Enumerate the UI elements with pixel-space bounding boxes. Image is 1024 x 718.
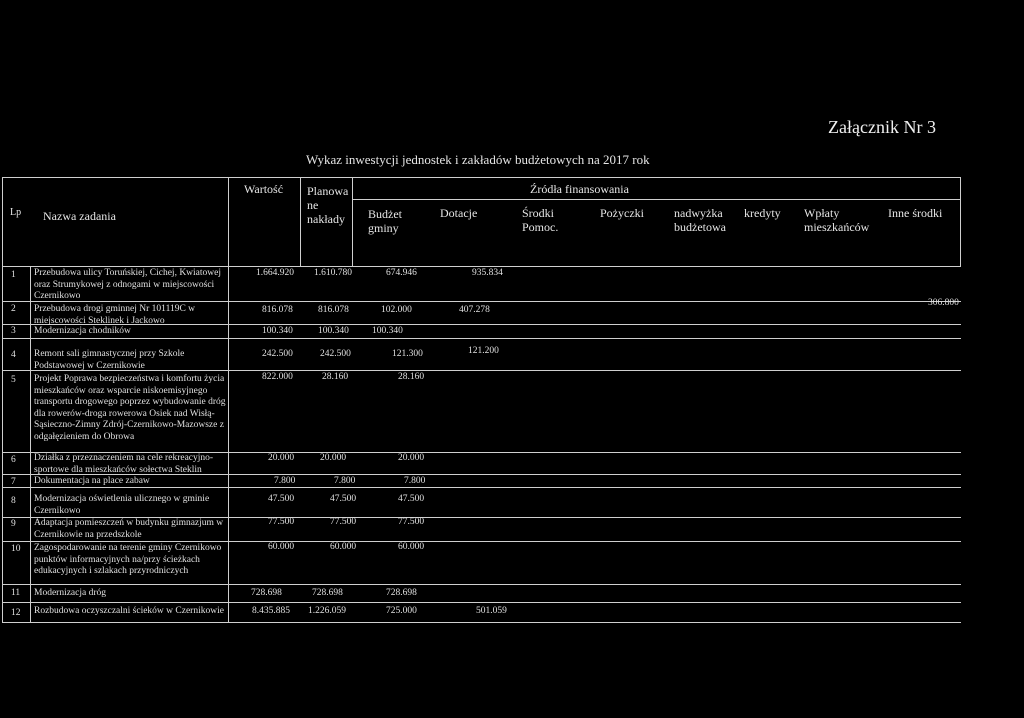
- row-lp: 10: [11, 544, 21, 554]
- row-grants: 935.834: [472, 268, 503, 278]
- row-value: 60.000: [268, 542, 295, 552]
- row-planned: 1.610.780: [314, 268, 352, 278]
- row-planned: 77.500: [330, 517, 357, 527]
- row-aid: 501.059: [476, 606, 507, 616]
- row-lp: 3: [11, 326, 16, 336]
- header-lp: Lp: [10, 207, 22, 218]
- row-value: 20.000: [268, 453, 295, 463]
- row-other: 306.800: [928, 298, 959, 308]
- row-lp: 7: [11, 477, 16, 487]
- header-other: Inne środki: [888, 206, 943, 220]
- row-value: 77.500: [268, 517, 295, 527]
- row-name: Przebudowa ulicy Toruńskiej, Cichej, Kwiatowej oraz Strumykowej z odnogami w miejscowości Czernikowo: [34, 268, 222, 301]
- row-name: Remont sali gimnastycznej przy Szkole Podstawowej w Czernikowie: [34, 349, 185, 371]
- row-name: Przebudowa drogi gminnej Nr 101119C w miejscowości Steklinek i Jackowo: [34, 304, 196, 326]
- row-lp: 5: [11, 375, 16, 385]
- row-value: 242.500: [262, 349, 293, 359]
- header-budget: Budżet gminy: [368, 207, 402, 235]
- row-lp: 8: [11, 496, 16, 506]
- col-divider-planned: [352, 177, 353, 267]
- row-budget: 674.946: [386, 268, 417, 278]
- row-name: Projekt Poprawa bezpieczeństwa i komfortu życia mieszkańców oraz wsparcie niskoemisyjnego transportu drogowego poprzez wybudowanie dróg dla rowerów-droga rowerowa Osiek nad Wisłą-Sąsieczno-Zimny Zdrój-Czernikowo-Mazowsze z odgałęzieniem do Obrowa: [34, 374, 226, 442]
- row-planned: 7.800: [334, 476, 356, 486]
- row-budget: 121.300: [392, 349, 423, 359]
- row-value: 816.078: [262, 305, 293, 315]
- row-name: Działka z przeznaczeniem na cele rekreacyjno-sportowe dla mieszkańców sołectwa Steklin: [34, 453, 214, 475]
- row-budget: 28.160: [398, 372, 425, 382]
- header-aid: Środki Pomoc.: [522, 206, 559, 234]
- row-lp: 11: [11, 588, 21, 598]
- table-left-border: [2, 177, 3, 623]
- row-name: Adaptacja pomieszczeń w budynku gimnazjum w Czernikowie na przedszkole: [34, 518, 224, 540]
- row-separator: [2, 541, 961, 542]
- row-planned: 20.000: [320, 453, 347, 463]
- row-budget: 100.340: [372, 326, 403, 336]
- row-name: Modernizacja oświetlenia ulicznego w gminie Czernikowo: [34, 494, 210, 516]
- row-budget: 20.000: [398, 453, 425, 463]
- row-lp: 1: [11, 270, 16, 280]
- row-planned: 100.340: [318, 326, 349, 336]
- row-value: 100.340: [262, 326, 293, 336]
- row-name: Zagospodarowanie na terenie gminy Czernikowo punktów informacyjnych na/przy ścieżkach edukacyjnych i szlakach przyrodniczych: [34, 543, 222, 576]
- row-value: 47.500: [268, 494, 295, 504]
- row-budget: 728.698: [386, 588, 417, 598]
- row-value: 1.664.920: [256, 268, 294, 278]
- row-separator: [2, 338, 961, 339]
- row-lp: 9: [11, 519, 16, 529]
- row-planned: 242.500: [320, 349, 351, 359]
- row-grants: 407.278: [459, 305, 490, 315]
- table-right-border: [960, 177, 961, 267]
- row-separator: [2, 622, 961, 623]
- row-budget: 60.000: [398, 542, 425, 552]
- header-loans: Pożyczki: [600, 206, 644, 220]
- row-value: 728.698: [251, 588, 282, 598]
- header-residents: Wpłaty mieszkańców: [804, 206, 870, 234]
- row-separator: [2, 584, 961, 585]
- header-value: Wartość: [244, 182, 284, 196]
- row-name: Modernizacja dróg: [34, 588, 107, 598]
- row-name: Dokumentacja na place zabaw: [34, 476, 150, 486]
- col-divider-value: [300, 177, 301, 267]
- page-title: Wykaz inwestycji jednostek i zakładów budżetowych na 2017 rok: [306, 152, 650, 167]
- header-sources: Źródła finansowania: [530, 182, 629, 196]
- row-grants: 121.200: [468, 346, 499, 356]
- header-grants: Dotacje: [440, 206, 478, 220]
- row-name: Modernizacja chodników: [34, 326, 131, 336]
- attachment-label: Załącznik Nr 3: [828, 117, 936, 137]
- row-lp: 4: [11, 350, 16, 360]
- row-value: 8.435.885: [252, 606, 290, 616]
- table-top-border: [2, 177, 961, 178]
- row-lp: 12: [11, 608, 21, 618]
- row-planned: 728.698: [312, 588, 343, 598]
- row-planned: 28.160: [322, 372, 349, 382]
- header-name: Nazwa zadania: [43, 209, 116, 223]
- sources-divider: [352, 199, 961, 200]
- row-budget: 77.500: [398, 517, 425, 527]
- col-divider-lp: [30, 266, 31, 623]
- row-budget: 102.000: [381, 305, 412, 315]
- row-budget: 47.500: [398, 494, 425, 504]
- row-name: Rozbudowa oczyszczalni ścieków w Czernikowie: [34, 606, 224, 616]
- row-budget: 725.000: [386, 606, 417, 616]
- row-lp: 6: [11, 455, 16, 465]
- row-planned: 1.226.059: [308, 606, 346, 616]
- row-lp: 2: [11, 304, 16, 314]
- header-credits: kredyty: [744, 206, 781, 220]
- header-surplus: nadwyżka budżetowa: [674, 206, 726, 234]
- header-bottom-border: [2, 266, 961, 267]
- row-planned: 816.078: [318, 305, 349, 315]
- row-value: 7.800: [274, 476, 296, 486]
- row-value: 822.000: [262, 372, 293, 382]
- row-planned: 60.000: [330, 542, 357, 552]
- row-separator: [2, 602, 961, 603]
- row-budget: 7.800: [404, 476, 426, 486]
- header-planned: Planowa ne nakłady: [307, 184, 349, 226]
- row-planned: 47.500: [330, 494, 357, 504]
